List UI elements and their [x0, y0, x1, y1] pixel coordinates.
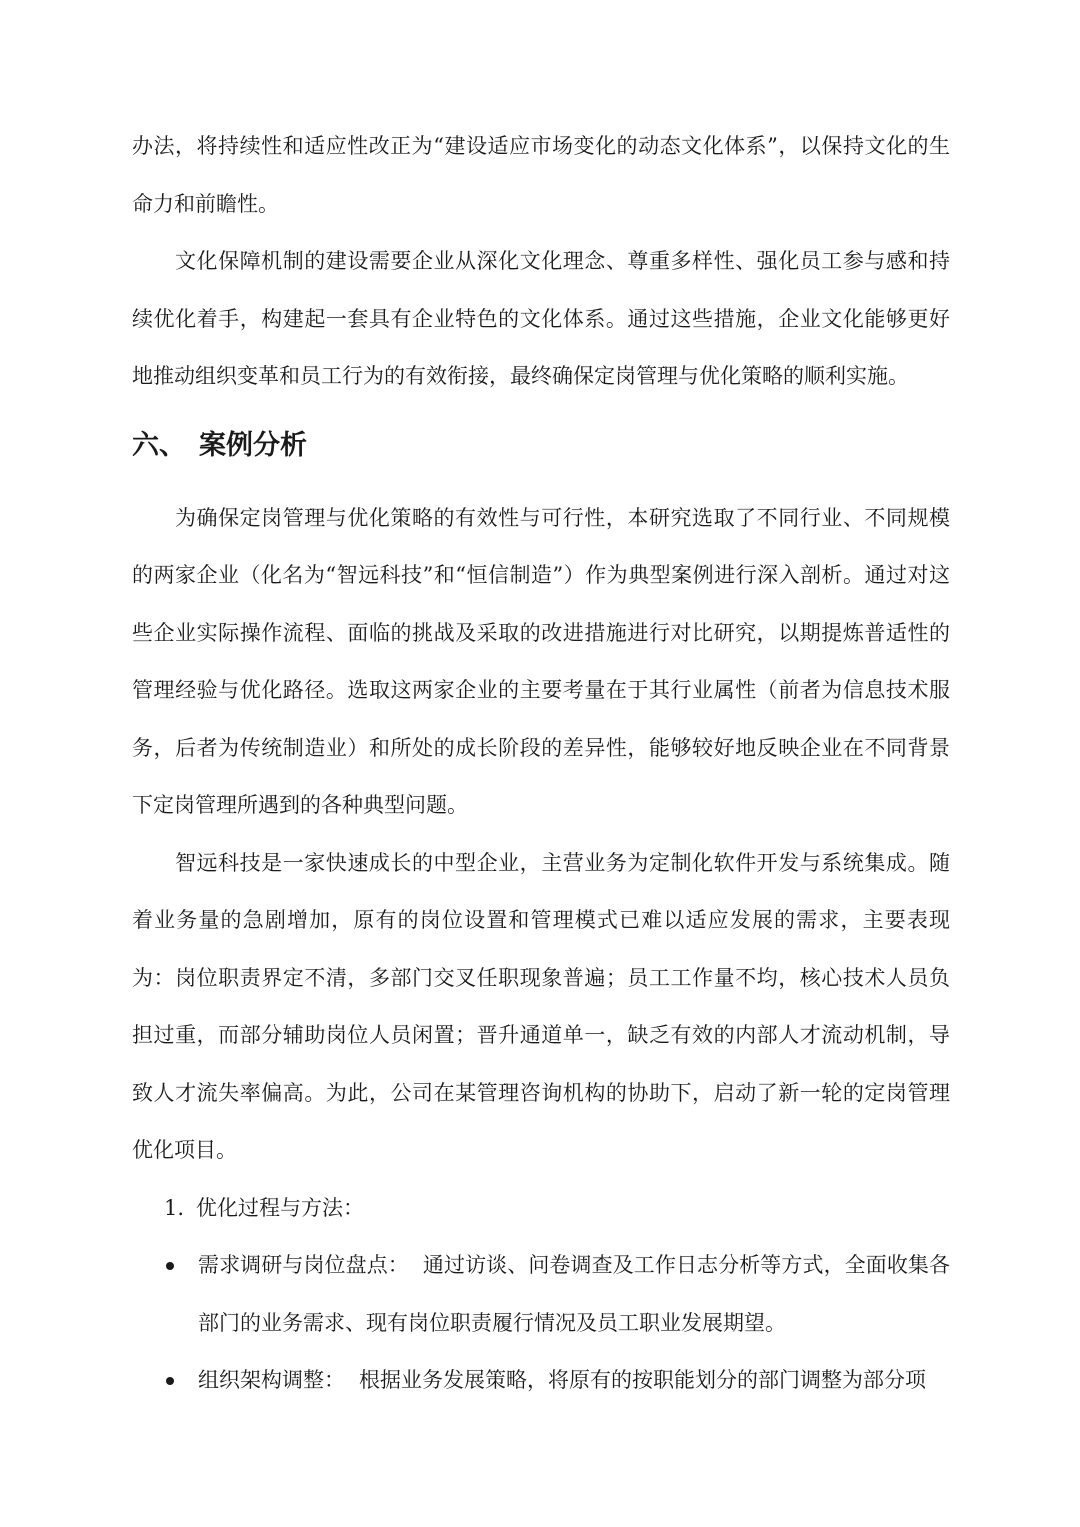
- bullet-dot-icon: [166, 1377, 174, 1385]
- section-heading: [132, 416, 950, 476]
- section-title: 案例分析: [199, 429, 307, 461]
- bullet-text: 根据业务发展策略，将原有的按职能划分的部门调整为部分项: [359, 1368, 926, 1392]
- paragraph-culture-continuation: 办法，将持续性和适应性改正为“建设适应市场变化的动态文化体系”，以保持文化的生命力和前瞻性。: [132, 134, 950, 216]
- section-number: 六、: [132, 429, 186, 461]
- paragraph-culture-mechanism: 文化保障机制的建设需要企业从深化文化理念、尊重多样性、强化员工参与感和持续优化着手，构建起一套具有企业特色的文化体系。通过这些措施，企业文化能够更好地推动组织变革和员工行为的有效衔接，最终确保定岗管理与优化策略的顺利实施。: [132, 249, 950, 388]
- bullet-dot-icon: [166, 1262, 174, 1270]
- document-page: [132, 118, 950, 1410]
- paragraph-zhiyuan-tech: 智远科技是一家快速成长的中型企业，主营业务为定制化软件开发与系统集成。随着业务量的急剧增加，原有的岗位设置和管理模式已难以适应发展的需求，主要表现为：岗位职责界定不清，多部门交叉任职现象普遍；员工工作量不均，核心技术人员负担过重，而部分辅助岗位人员闲置；晋升通道单一，缺乏有效的内部人才流动机制，导致人才流失率偏高。为此，公司在某管理咨询机构的协助下，启动了新一轮的定岗管理优化项目。: [132, 850, 950, 1162]
- numbered-item: [132, 1180, 950, 1238]
- bullet-term: 组织架构调整：: [198, 1368, 345, 1392]
- bullet-item: [132, 1237, 950, 1352]
- paragraph-case-intro: 为确保定岗管理与优化策略的有效性与可行性，本研究选取了不同行业、不同规模的两家企业（化名为“智远科技”和“恒信制造”）作为典型案例进行深入剖析。通过对这些企业实际操作流程、面临的挑战及采取的改进措施进行对比研究，以期提炼普适性的管理经验与优化路径。选取这两家企业的主要考量在于其行业属性（前者为信息技术服务，后者为传统制造业）和所处的成长阶段的差异性，能够较好地反映企业在不同背景下定岗管理所遇到的各种典型问题。: [132, 505, 950, 817]
- bullet-text: 通过访谈、问卷调查及工作日志分析等方式，全面收集各部门的业务需求、现有岗位职责履行情况及员工职业发展期望。: [198, 1253, 951, 1335]
- bullet-item: [132, 1352, 950, 1410]
- numbered-item-number: 1.: [164, 1195, 185, 1220]
- bullet-term: 需求调研与岗位盘点：: [198, 1253, 409, 1277]
- numbered-item-title: 优化过程与方法：: [196, 1195, 364, 1220]
